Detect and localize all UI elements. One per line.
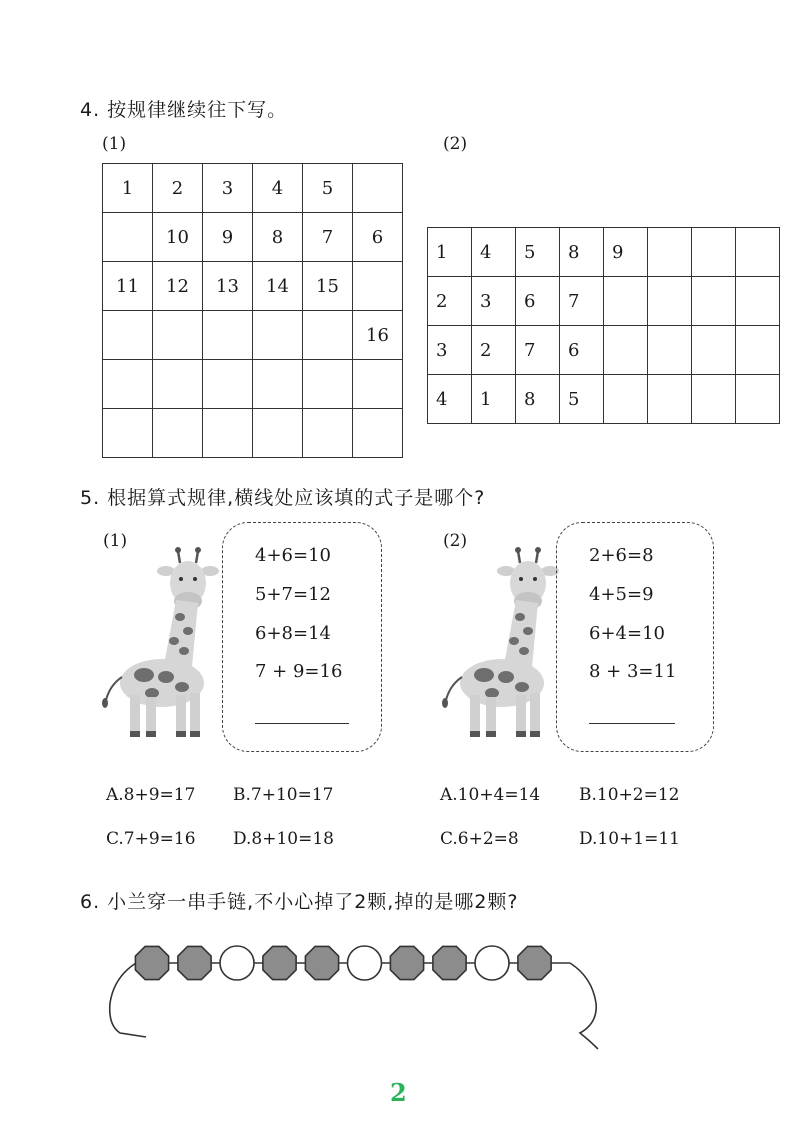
bead-octagon (178, 946, 211, 979)
q4-grid-2-cell[interactable] (736, 326, 780, 375)
q4-grid-2-cell[interactable] (736, 277, 780, 326)
q4-grid-2-cell[interactable] (604, 277, 648, 326)
q4-grid-1-cell: 10 (153, 213, 203, 262)
q4-grid-2-cell: 7 (560, 277, 604, 326)
q5-part2-equation: 8 + 3=11 (589, 661, 677, 682)
q5-part1-answer-blank[interactable] (255, 723, 349, 724)
q4-grid-2-cell: 9 (604, 228, 648, 277)
q5-part2-equation: 4+5=9 (589, 584, 654, 605)
q4-grid-1-cell[interactable] (103, 360, 153, 409)
q4-grid-1-cell[interactable] (303, 311, 353, 360)
q4-grid-1-row (103, 213, 403, 262)
q4-grid-1-cell[interactable] (153, 360, 203, 409)
q4-grid-2-cell: 4 (428, 375, 472, 424)
q5-part2-option-c[interactable]: C.6+2=8 (440, 829, 519, 849)
q4-grid-2-cell: 8 (516, 375, 560, 424)
q4-grid-1-cell: 11 (103, 262, 153, 311)
q5-part2-option-d[interactable]: D.10+1=11 (579, 829, 680, 849)
q6-title: 6. 小兰穿一串手链,不小心掉了2颗,掉的是哪2颗? (80, 891, 519, 913)
q4-grid-2-cell[interactable] (648, 228, 692, 277)
q5-part1-equation: 7 + 9=16 (255, 661, 343, 682)
bead-circle (220, 946, 254, 980)
q5-part2-label: (2) (443, 531, 468, 551)
bead-circle (348, 946, 382, 980)
q4-grid-1-cell: 3 (203, 164, 253, 213)
q4-grid-1-cell[interactable] (103, 213, 153, 262)
q4-grid-2-cell: 6 (516, 277, 560, 326)
q5-part1-option-d[interactable]: D.8+10=18 (233, 829, 334, 849)
q4-grid-2-cell[interactable] (648, 375, 692, 424)
q5-part1-equation: 6+8=14 (255, 623, 331, 644)
bead-octagon (518, 946, 551, 979)
q4-grid-2 (427, 227, 780, 424)
q5-part2-equation: 6+4=10 (589, 623, 665, 644)
q4-grid-1-cell: 9 (203, 213, 253, 262)
q4-grid-2-cell: 5 (560, 375, 604, 424)
q5-part1-label: (1) (103, 531, 128, 551)
q4-grid-2-cell: 8 (560, 228, 604, 277)
q4-grid-1-row (103, 311, 403, 360)
q4-grid-1-cell: 2 (153, 164, 203, 213)
bracelet-illustration (100, 925, 610, 1055)
q4-grid-1-cell[interactable] (303, 409, 353, 458)
page-number: 2 (390, 1078, 407, 1107)
q4-grid-2-cell: 2 (428, 277, 472, 326)
q4-grid-2-cell[interactable] (692, 228, 736, 277)
q4-grid-1-cell[interactable] (253, 360, 303, 409)
q4-grid-2-cell: 3 (472, 277, 516, 326)
q4-grid-1-cell[interactable] (203, 360, 253, 409)
q4-part1-label: (1) (102, 134, 127, 154)
q4-grid-2-cell[interactable] (736, 228, 780, 277)
q4-grid-2-cell[interactable] (648, 277, 692, 326)
q4-grid-1-cell[interactable] (253, 409, 303, 458)
q4-grid-1-cell: 7 (303, 213, 353, 262)
q4-grid-1-row (103, 360, 403, 409)
q4-grid-1-cell: 13 (203, 262, 253, 311)
q4-grid-2-cell[interactable] (692, 277, 736, 326)
q4-grid-1-cell: 6 (353, 213, 403, 262)
bead-octagon (305, 946, 338, 979)
giraffe-illustration (432, 545, 562, 745)
q4-grid-1-cell: 5 (303, 164, 353, 213)
q5-part1-equation: 5+7=12 (255, 584, 331, 605)
q5-part2-equation-box (556, 522, 714, 752)
q4-grid-2-cell: 1 (472, 375, 516, 424)
q4-grid-2-cell[interactable] (604, 326, 648, 375)
q4-grid-1-row (103, 409, 403, 458)
q5-part2-equation: 2+6=8 (589, 545, 654, 566)
q4-grid-1-cell: 16 (353, 311, 403, 360)
q4-grid-1-row (103, 164, 403, 213)
q4-grid-1-cell[interactable] (353, 164, 403, 213)
q4-grid-2-cell[interactable] (648, 326, 692, 375)
bead-circle (475, 946, 509, 980)
q4-grid-2-cell: 3 (428, 326, 472, 375)
q4-grid-1-cell[interactable] (153, 311, 203, 360)
q5-part1-option-c[interactable]: C.7+9=16 (106, 829, 196, 849)
q5-part2-answer-blank[interactable] (589, 723, 675, 724)
q5-part1-option-a[interactable]: A.8+9=17 (106, 785, 196, 805)
q4-grid-2-cell: 5 (516, 228, 560, 277)
q4-grid-2-row (428, 326, 780, 375)
q5-part2-option-b[interactable]: B.10+2=12 (579, 785, 680, 805)
q4-grid-2-cell: 6 (560, 326, 604, 375)
q4-grid-2-row (428, 375, 780, 424)
q5-part1-option-b[interactable]: B.7+10=17 (233, 785, 334, 805)
q4-grid-2-cell[interactable] (604, 375, 648, 424)
q4-grid-1 (102, 163, 403, 458)
bead-octagon (390, 946, 423, 979)
bead-octagon (263, 946, 296, 979)
q4-grid-1-cell[interactable] (203, 311, 253, 360)
q4-part2-label: (2) (443, 134, 468, 154)
q4-grid-1-cell[interactable] (353, 360, 403, 409)
q4-grid-1-cell[interactable] (203, 409, 253, 458)
q4-grid-1-cell[interactable] (303, 360, 353, 409)
q4-grid-1-cell: 1 (103, 164, 153, 213)
q4-grid-1-cell: 8 (253, 213, 303, 262)
q4-grid-2-cell[interactable] (692, 326, 736, 375)
q4-grid-2-row (428, 228, 780, 277)
bead-octagon (433, 946, 466, 979)
q4-grid-2-cell: 1 (428, 228, 472, 277)
giraffe-illustration (92, 545, 222, 745)
q4-grid-1-cell: 12 (153, 262, 203, 311)
q5-part2-option-a[interactable]: A.10+4=14 (440, 785, 541, 805)
q4-grid-2-cell: 7 (516, 326, 560, 375)
q4-grid-1-cell: 15 (303, 262, 353, 311)
q5-part1-equation-box (222, 522, 382, 752)
q4-grid-2-cell: 4 (472, 228, 516, 277)
q4-grid-1-cell[interactable] (153, 409, 203, 458)
q4-grid-1-cell[interactable] (103, 409, 153, 458)
q4-grid-1-cell[interactable] (253, 311, 303, 360)
q5-title: 5. 根据算式规律,横线处应该填的式子是哪个? (80, 487, 486, 509)
bead-octagon (135, 946, 168, 979)
q4-grid-1-cell[interactable] (103, 311, 153, 360)
q4-grid-1-cell: 4 (253, 164, 303, 213)
q4-grid-2-row (428, 277, 780, 326)
q4-title: 4. 按规律继续往下写。 (80, 99, 288, 121)
q4-grid-1-cell: 14 (253, 262, 303, 311)
q4-grid-2-cell[interactable] (692, 375, 736, 424)
q4-grid-2-cell: 2 (472, 326, 516, 375)
q4-grid-2-cell[interactable] (736, 375, 780, 424)
q5-part1-equation: 4+6=10 (255, 545, 331, 566)
q4-grid-1-row (103, 262, 403, 311)
bracelet-string-right (570, 963, 598, 1049)
q4-grid-1-cell[interactable] (353, 262, 403, 311)
q4-grid-1-cell[interactable] (353, 409, 403, 458)
